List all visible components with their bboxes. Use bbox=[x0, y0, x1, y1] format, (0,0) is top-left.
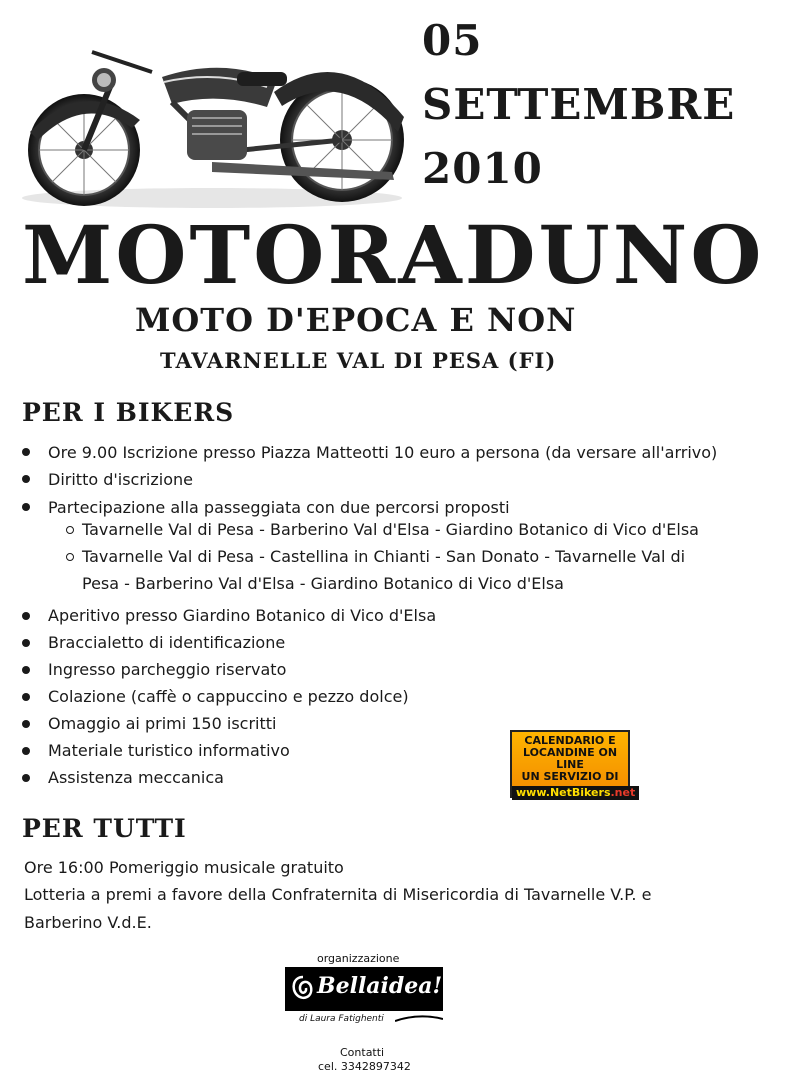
netbikers-banner[interactable] bbox=[510, 730, 636, 799]
tutti-line: Ore 16:00 Pomeriggio musicale gratuito bbox=[24, 858, 344, 877]
list-item: Braccialetto di identificazione bbox=[48, 633, 286, 652]
banner-site-tld: .net bbox=[610, 786, 636, 799]
bullet-icon bbox=[22, 639, 30, 647]
event-day: 05 bbox=[422, 16, 483, 65]
route-item: Tavarnelle Val di Pesa - Castellina in Chianti - San Donato - Tavarnelle Val di bbox=[82, 547, 686, 566]
circle-bullet-icon bbox=[66, 553, 74, 561]
contact-phone: cel. 3342897342 bbox=[318, 1060, 411, 1073]
event-title: MOTORADUNO bbox=[22, 208, 765, 302]
banner-line: CALENDARIO E bbox=[524, 734, 616, 747]
circle-bullet-icon bbox=[66, 526, 74, 534]
list-item: Ingresso parcheggio riservato bbox=[48, 660, 287, 679]
bullet-icon bbox=[22, 747, 30, 755]
banner-line: UN SERVIZIO DI bbox=[521, 770, 619, 783]
bikers-heading: PER I BIKERS bbox=[22, 398, 235, 427]
event-month: SETTEMBRE bbox=[422, 80, 736, 129]
bullet-icon bbox=[22, 612, 30, 620]
bellaidea-logo bbox=[285, 967, 443, 1027]
list-item: Assistenza meccanica bbox=[48, 768, 224, 787]
tutti-heading: PER TUTTI bbox=[22, 814, 187, 843]
tutti-line: Lotteria a premi a favore della Confraternita di Misericordia di Tavarnelle V.P. e bbox=[24, 885, 652, 904]
route-item: Tavarnelle Val di Pesa - Barberino Val d'Elsa - Giardino Botanico di Vico d'Elsa bbox=[82, 520, 699, 539]
bullet-icon bbox=[22, 503, 30, 511]
logo-text: Bellaidea! bbox=[317, 973, 443, 999]
logo-swoosh-icon bbox=[395, 1013, 443, 1025]
organizer-label: organizzazione bbox=[317, 952, 400, 965]
vintage-motorcycle-image bbox=[12, 22, 414, 208]
banner-line: LOCANDINE ON LINE bbox=[522, 746, 618, 771]
contact-label: Contatti bbox=[340, 1046, 385, 1059]
banner-site-name: www.NetBikers bbox=[516, 786, 611, 799]
logo-subtitle: di Laura Fatighenti bbox=[299, 1014, 384, 1024]
list-item: Aperitivo presso Giardino Botanico di Vico d'Elsa bbox=[48, 606, 437, 625]
bullet-icon bbox=[22, 448, 30, 456]
bullet-icon bbox=[22, 720, 30, 728]
bullet-icon bbox=[22, 666, 30, 674]
event-location: TAVARNELLE VAL DI PESA (FI) bbox=[160, 348, 557, 373]
list-item: Partecipazione alla passeggiata con due percorsi proposti bbox=[48, 498, 510, 517]
event-year: 2010 bbox=[422, 144, 543, 193]
list-item: Diritto d'iscrizione bbox=[48, 470, 193, 489]
bullet-icon bbox=[22, 693, 30, 701]
bullet-icon bbox=[22, 774, 30, 782]
list-item: Colazione (caffè o cappuccino e pezzo dolce) bbox=[48, 687, 409, 706]
list-item: Ore 9.00 Iscrizione presso Piazza Matteotti 10 euro a persona (da versare all'arrivo) bbox=[48, 443, 718, 462]
list-item: Materiale turistico informativo bbox=[48, 741, 290, 760]
list-item: Omaggio ai primi 150 iscritti bbox=[48, 714, 277, 733]
logo-background bbox=[285, 967, 443, 1011]
tutti-line: Barberino V.d.E. bbox=[24, 913, 152, 932]
swirl-icon bbox=[289, 973, 317, 1005]
banner-site-link[interactable] bbox=[512, 786, 639, 800]
bullet-icon bbox=[22, 475, 30, 483]
route-item-continued: Pesa - Barberino Val d'Elsa - Giardino Botanico di Vico d'Elsa bbox=[82, 574, 564, 593]
event-subtitle: MOTO D'EPOCA E NON bbox=[135, 301, 577, 339]
